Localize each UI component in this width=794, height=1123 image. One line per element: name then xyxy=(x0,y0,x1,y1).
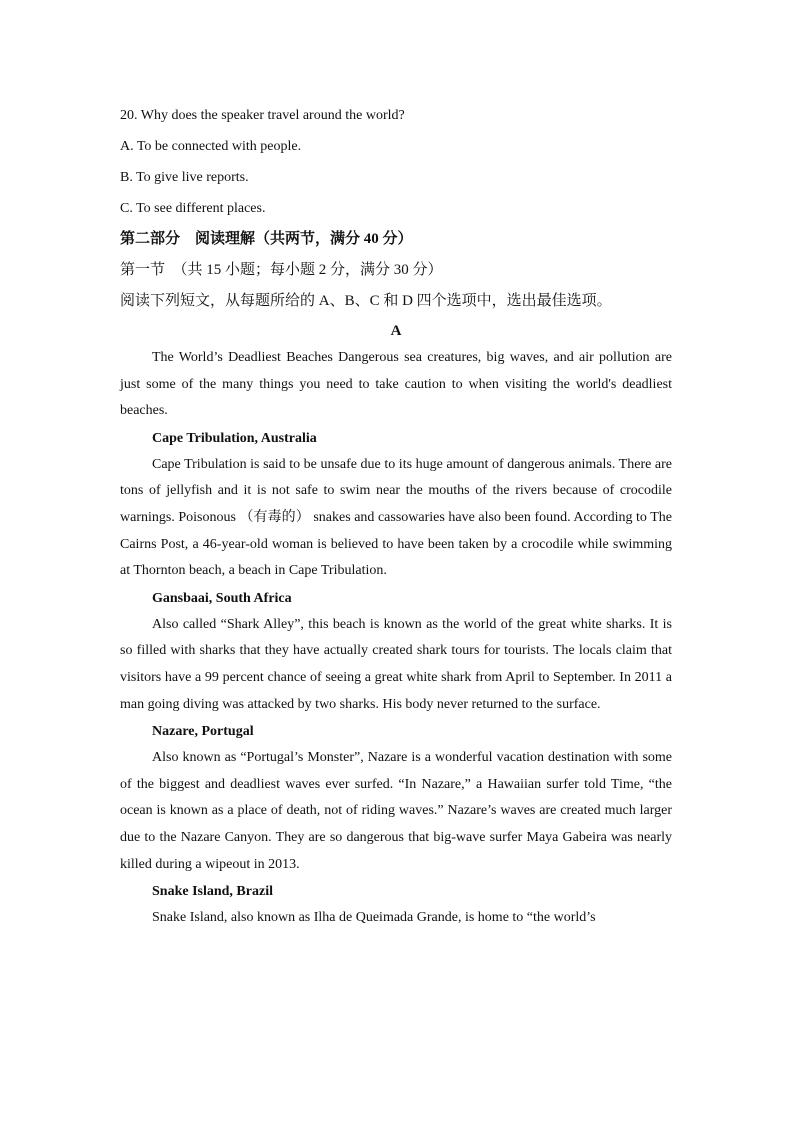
question-stem: 20. Why does the speaker travel around the world? xyxy=(120,108,405,123)
subsection-title: 第一节 （共 15 小题；每小题 2 分，满分 30 分） xyxy=(120,262,443,278)
beach-text-cape-tribulation: Cape Tribulation is said to be unsafe due to its huge amount of dangerous animals. There are tons of jellyfish and it is not safe to swim near the mouths of the rivers because of crocodile warnings. Poisonous （有毒的） snakes and cassowaries have also been found. According to The Cairns Post, a 46-year-old woman is believed to have been taken by a crocodile while swimming at Thornton beach, a beach in Cape Tribulation. xyxy=(120,456,672,579)
beach-text-nazare: Also known as “Portugal’s Monster”, Nazare is a wonderful vacation destination with some of the biggest and deadliest waves ever surfed. “In Nazare,” a Hawaiian surfer told Time, “the ocean is known as a place of death, not of riding waves.” Nazare’s waves are created much larger due to the Nazare Canyon. They are so dangerous that big-wave surfer Maya Gabeira was nearly killed during a wipeout in 2013. xyxy=(120,750,672,872)
passage-intro: The World’s Deadliest Beaches Dangerous sea creatures, big waves, and air pollution are just some of the many things you need to take caution to when visiting the world's deadliest beaches. xyxy=(120,350,672,419)
beach-heading-nazare: Nazare, Portugal xyxy=(152,724,254,740)
document-content xyxy=(120,100,672,932)
beach-text-gansbaai: Also called “Shark Alley”, this beach is known as the world of the great white sharks. It is so filled with sharks that they have actually created shark tours for tourists. The locals claim that visitors have a 99 percent chance of seeing a great white shark from April to September. In 2011 a man going diving was attacked by two sharks. His body never returned to the surface. xyxy=(120,616,672,712)
passage-label: A xyxy=(390,323,402,339)
beach-heading-gansbaai: Gansbaai, South Africa xyxy=(152,590,292,606)
instructions: 阅读下列短文，从每题所给的 A、B、C 和 D 四个选项中，选出最佳选项。 xyxy=(120,293,612,309)
part-title: 第二部分 阅读理解（共两节，满分 40 分） xyxy=(120,231,413,247)
beach-text-snake-island: Snake Island, also known as Ilha de Queimada Grande, is home to “the world’s xyxy=(152,910,596,926)
beach-heading-cape-tribulation: Cape Tribulation, Australia xyxy=(152,430,317,446)
option-a: A. To be connected with people. xyxy=(120,139,302,154)
option-b: B. To give live reports. xyxy=(120,170,249,185)
beach-heading-snake-island: Snake Island, Brazil xyxy=(152,884,273,900)
option-c: C. To see different places. xyxy=(120,201,266,216)
